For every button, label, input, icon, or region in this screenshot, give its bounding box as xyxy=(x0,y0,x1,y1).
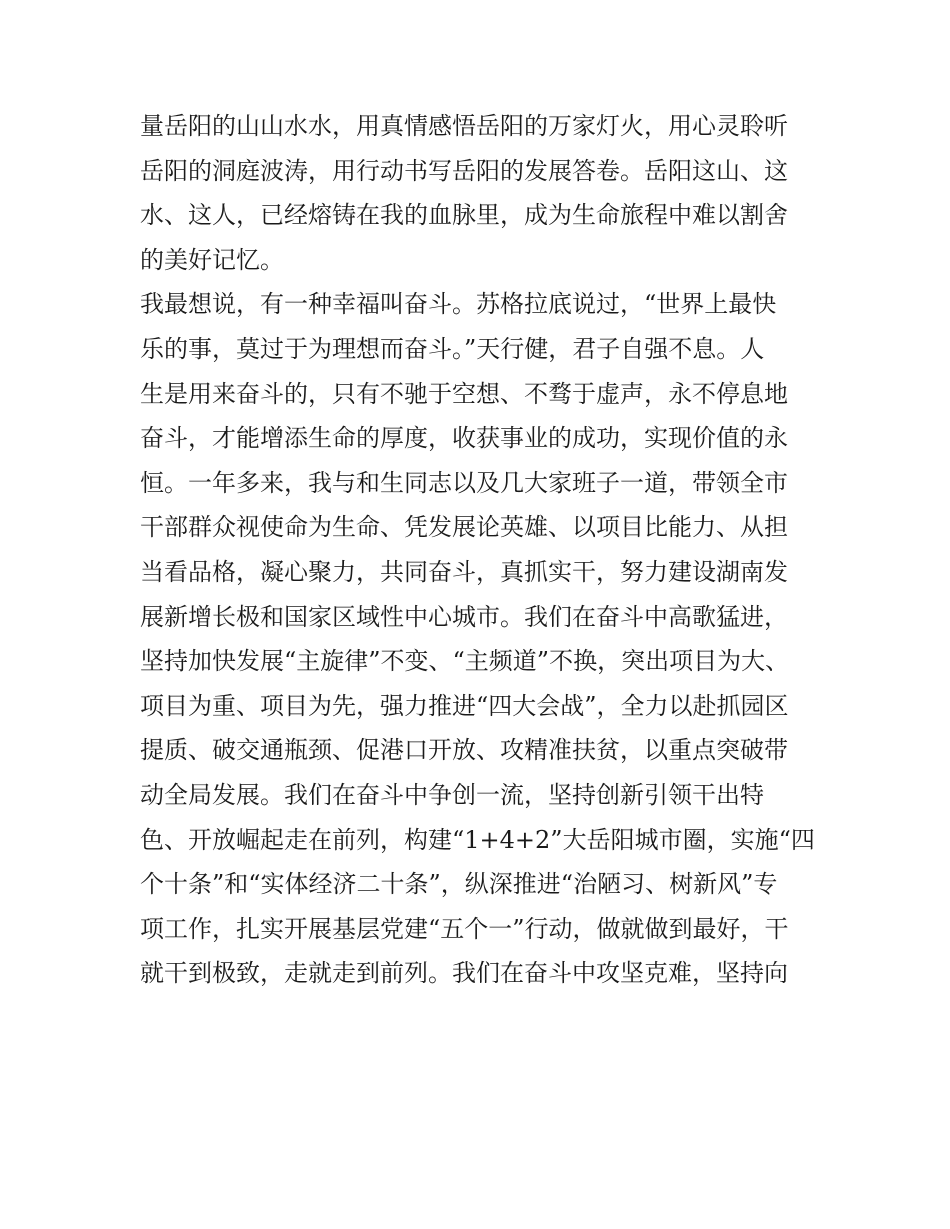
text-line: 生是用来奋斗的，只有不驰于空想、不骛于虚声，永不停息地 xyxy=(140,379,788,408)
text-line: 岳阳的洞庭波涛，用行动书写岳阳的发展答卷。岳阳这山、这 xyxy=(140,156,788,185)
text-line: 动全局发展。我们在奋斗中争创一流，坚持创新引领干出特 xyxy=(140,780,764,809)
text-line: 项目为重、项目为先，强力推进“四大会战”，全力以赴抓园区 xyxy=(140,691,789,720)
text-line: 量岳阳的山山水水，用真情感悟岳阳的万家灯火，用心灵聆听 xyxy=(140,112,788,140)
text-line: 色、开放崛起走在前列，构建“1+4+2”大岳阳城市圈，实施“四 xyxy=(140,825,815,854)
text-line: 坚持加快发展“主旋律”不变、“主频道”不换，突出项目为大、 xyxy=(140,647,790,676)
text-line: 展新增长极和国家区域性中心城市。我们在奋斗中高歌猛进， xyxy=(140,602,788,631)
text-line: 就干到极致，走就走到前列。我们在奋斗中攻坚克难，坚持向 xyxy=(140,959,788,988)
text-line: 水、这人，已经熔铸在我的血脉里，成为生命旅程中难以割舍 xyxy=(140,201,788,230)
text-line: 我最想说，有一种幸福叫奋斗。苏格拉底说过，“世界上最快 xyxy=(140,290,777,319)
text-line: 乐的事，莫过于为理想而奋斗。”天行健，君子自强不息。人 xyxy=(140,334,765,363)
text-line: 当看品格，凝心聚力，共同奋斗，真抓实干，努力建设湖南发 xyxy=(140,557,788,586)
text-line: 干部群众视使命为生命、凭发展论英雄、以项目比能力、从担 xyxy=(140,513,788,542)
text-line: 奋斗，才能增添生命的厚度，收获事业的成功，实现价值的永 xyxy=(140,424,788,453)
text-line: 项工作，扎实开展基层党建“五个一”行动，做就做到最好，干 xyxy=(140,914,789,943)
text-line: 提质、破交通瓶颈、促港口开放、攻精准扶贫，以重点突破带 xyxy=(140,736,788,765)
text-line: 的美好记忆。 xyxy=(140,245,284,274)
text-line: 个十条”和“实体经济二十条”，纵深推进“治陋习、树新风”专 xyxy=(140,870,778,899)
body-text xyxy=(140,104,820,996)
text-line: 恒。一年多来，我与和生同志以及几大家班子一道，带领全市 xyxy=(140,468,788,497)
